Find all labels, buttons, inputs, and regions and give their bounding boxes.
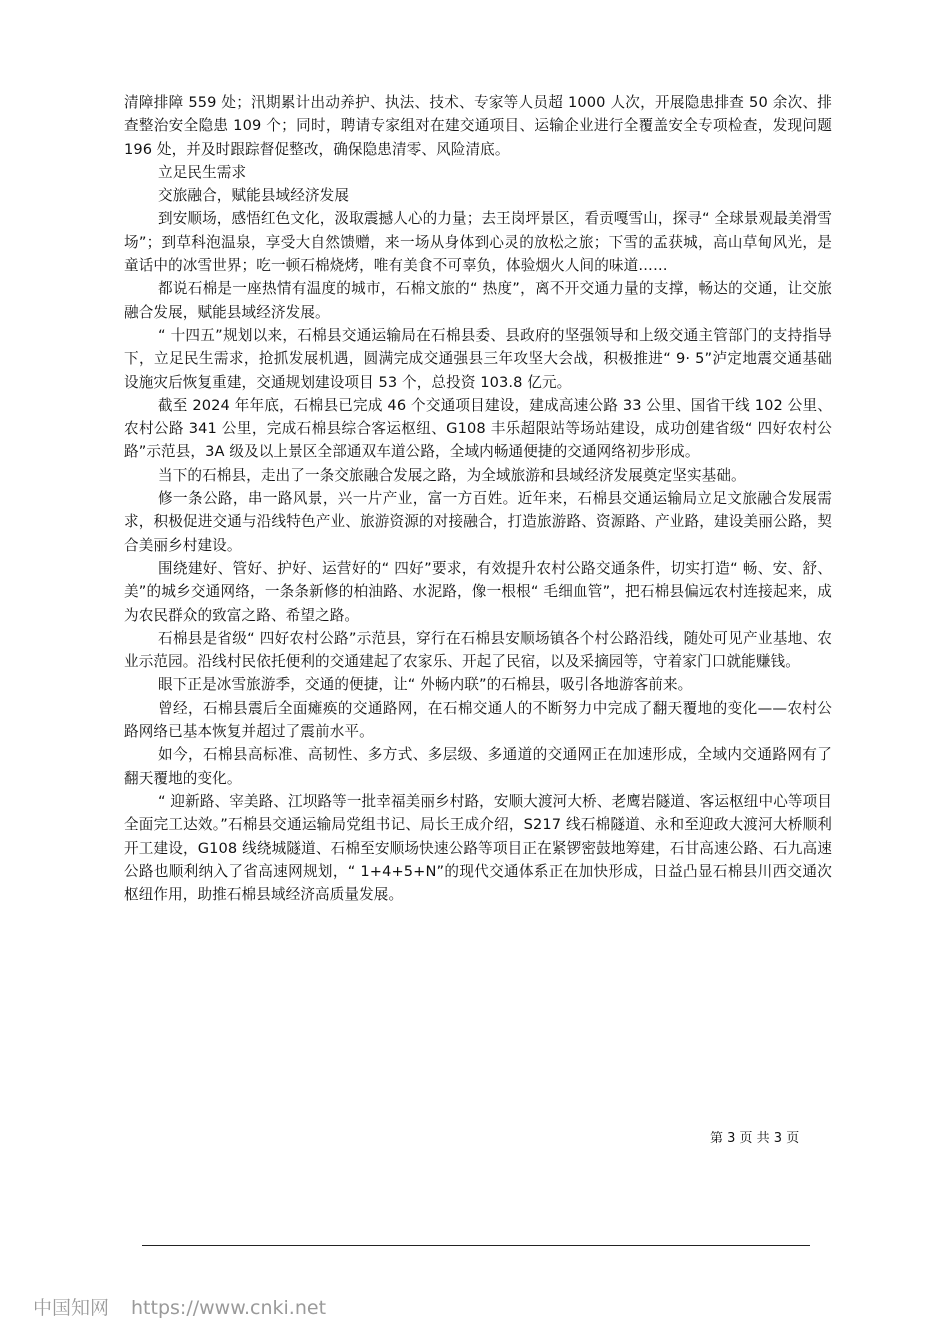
- section-subheading-tourism: 交旅融合，赋能县域经济发展: [158, 187, 350, 205]
- watermark-brand: 中国知网: [33, 1297, 110, 1319]
- section-heading-livelihood: 立足民生需求: [158, 163, 247, 181]
- footer-divider: [142, 1245, 810, 1246]
- article-body: [124, 91, 832, 906]
- paragraph-network-now: 如今，石棉县高标准、高韧性、多方式、多层级、多通道的交通网正在加速形成，全域内交通路网有了翻天覆地的变化。: [124, 746, 832, 787]
- paragraph-safety-inspection: 清障排障 559 处；汛期累计出动养护、执法、技术、专家等人员超 1000 人次，开展隐患排查 50 余次、排查整治安全隐患 109 个；同时，聘请专家组对在建交通项目、运输企业进行全覆盖安全专项检查，发现问题 196 处，并及时跟踪督促整改，确保隐患清零、风险清底。: [124, 94, 832, 158]
- page-number: 第 3 页 共 3 页: [710, 1131, 800, 1146]
- paragraph-post-quake: 曾经，石棉县震后全面瘫痪的交通路网，在石棉交通人的不断努力中完成了翻天覆地的变化——农村公路网络已基本恢复并超过了震前水平。: [124, 699, 832, 741]
- paragraph-city-warmth: 都说石棉是一座热情有温度的城市，石棉文旅的“ 热度”，离不开交通力量的支撑，畅达的交通，让交旅融合发展，赋能县域经济发展。: [124, 280, 832, 321]
- cnki-watermark: [33, 1293, 326, 1320]
- paragraph-integration-path: 当下的石棉县，走出了一条交旅融合发展之路，为全域旅游和县域经济发展奠定坚实基础。: [158, 466, 746, 484]
- watermark-url[interactable]: https://www.cnki.net: [131, 1297, 327, 1319]
- paragraph-director-quote: “ 迎新路、宰美路、江坝路等一批幸福美丽乡村路，安顺大渡河大桥、老鹰岩隧道、客运枢纽中心等项目全面完工达效。”石棉县交通运输局党组书记、局长王成介绍，S217 线石棉隧道、永和至迎政大渡河大桥顺利开工建设，G108 线绕城隧道、石棉至安顺场快速公路等项目正在紧锣密鼓地筹建，石甘高速公路、石九高速公路也顺利纳入了省高速网规划，“ 1+4+5+N”的现代交通体系正在加快形成，日益凸显石棉县川西交通次枢纽作用，助推石棉县域经济高质量发展。: [124, 792, 832, 904]
- paragraph-tourism-attractions: 到安顺场，感悟红色文化，汲取震撼人心的力量；去王岗坪景区，看贡嘎雪山，探寻“ 全球景观最美滑雪场”；到草科泡温泉，享受大自然馈赠，来一场从身体到心灵的放松之旅；下雪的孟获城，高山草甸风光，是童话中的冰雪世界；吃一顿石棉烧烤，唯有美食不可辜负，体验烟火人间的味道……: [124, 210, 832, 275]
- paragraph-road-building: 修一条公路，串一路风景，兴一片产业，富一方百姓。近年来，石棉县交通运输局立足文旅融合发展需求，积极促进交通与沿线特色产业、旅游资源的对接融合，打造旅游路、资源路、产业路，建设美丽公路，契合美丽乡村建设。: [124, 490, 832, 554]
- paragraph-four-good: 围绕建好、管好、护好、运营好的“ 四好”要求，有效提升农村公路交通条件，切实打造“ 畅、安、舒、美”的城乡交通网络，一条条新修的柏油路、水泥路，像一根根“ 毛细血管”，把石棉县偏远农村连接起来，成为农民群众的致富之路、希望之路。: [124, 559, 832, 624]
- paragraph-2024-achievements: 截至 2024 年年底，石棉县已完成 46 个交通项目建设，建成高速公路 33 公里、国省干线 102 公里、农村公路 341 公里，完成石棉县综合客运枢纽、G108 丰乐超限站等场站建设，成功创建省级“ 四好农村公路”示范县，3A 级及以上景区全部通双车道公路，全域内畅通便捷的交通网络初步形成。: [124, 396, 832, 461]
- paragraph-demo-county: 石棉县是省级“ 四好农村公路”示范县，穿行在石棉县安顺场镇各个村公路沿线，随处可见产业基地、农业示范园。沿线村民依托便利的交通建起了农家乐、开起了民宿，以及采摘园等，守着家门口就能赚钱。: [124, 629, 832, 671]
- paragraph-ice-snow: 眼下正是冰雪旅游季，交通的便捷，让“ 外畅内联”的石棉县，吸引各地游客前来。: [158, 676, 693, 694]
- paragraph-14th-plan: “ 十四五”规划以来，石棉县交通运输局在石棉县委、县政府的坚强领导和上级交通主管部门的支持指导下，立足民生需求，抢抓发展机遇，圆满完成交通强县三年攻坚大会战，积极推进“ 9· 5”泸定地震交通基础设施灾后恢复重建，交通规划建设项目 53 个，总投资 103.8 亿元。: [124, 326, 832, 391]
